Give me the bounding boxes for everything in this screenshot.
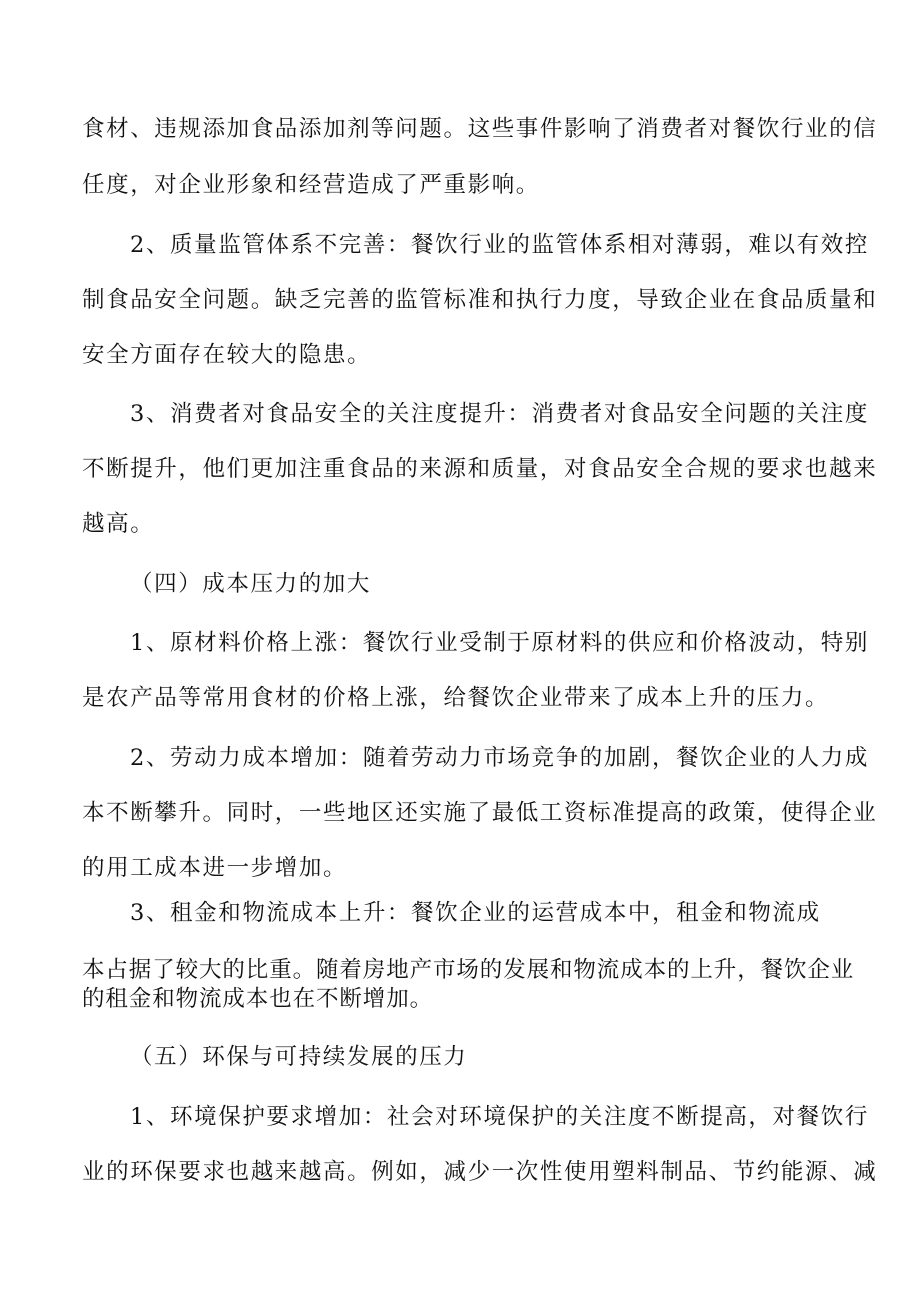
text-line: 3、租金和物流成本上升：餐饮企业的运营成本中，租金和物流成 [130,900,821,926]
text-line: 3、消费者对食品安全的关注度提升：消费者对食品安全问题的关注度 [130,401,869,427]
text-line: 本占据了较大的比重。随着房地产市场的发展和物流成本的上升，餐饮企业 [82,957,855,983]
text-line: 1、原材料价格上涨：餐饮行业受制于原材料的供应和价格波动，特别 [130,630,869,656]
text-line: 任度，对企业形象和经营造成了严重影响。 [82,172,540,198]
text-line: 的租金和物流成本也在不断增加。 [82,986,434,1012]
text-line: 2、劳动力成本增加：随着劳动力市场竞争的加剧，餐饮企业的人力成 [130,745,869,771]
text-line: 食材、违规添加食品添加剂等问题。这些事件影响了消费者对餐饮行业的信 [82,116,878,142]
text-line: 制食品安全问题。缺乏完善的监管标准和执行力度，导致企业在食品质量和 [82,287,878,313]
text-line: 是农产品等常用食材的价格上涨，给餐饮企业带来了成本上升的压力。 [82,685,830,711]
text-line: 1、环境保护要求增加：社会对环境保护的关注度不断提高，对餐饮行 [130,1104,869,1130]
text-line: 业的环保要求也越来越高。例如，减少一次性使用塑料制品、节约能源、减 [82,1159,878,1185]
text-line: 2、质量监管体系不完善：餐饮行业的监管体系相对薄弱，难以有效控 [130,232,869,258]
section-heading: （四）成本压力的加大 [130,571,372,597]
section-heading: （五）环保与可持续发展的压力 [130,1044,468,1070]
text-line: 本不断攀升。同时，一些地区还实施了最低工资标准提高的政策，使得企业 [82,800,878,826]
text-line: 的用工成本进一步增加。 [82,855,348,881]
text-line: 不断提升，他们更加注重食品的来源和质量，对食品安全合规的要求也越来 [82,456,878,482]
text-line: 越高。 [82,511,155,537]
text-line: 安全方面存在较大的隐患。 [82,342,372,368]
